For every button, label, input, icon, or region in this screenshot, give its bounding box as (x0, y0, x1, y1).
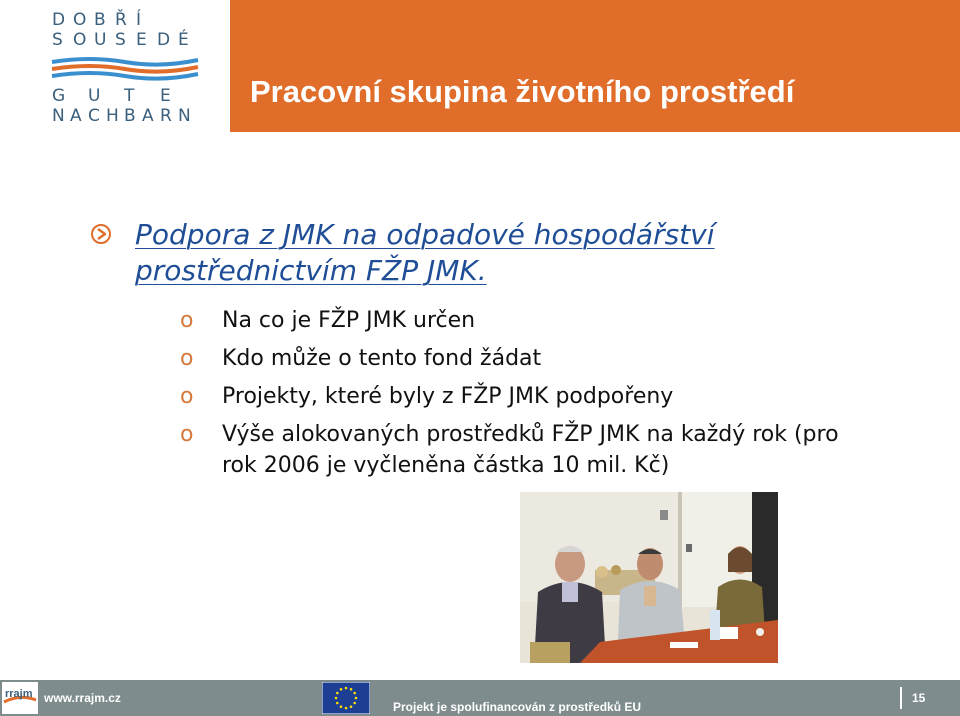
dobri-sousede-logo (50, 8, 200, 126)
logo-letter: G (52, 86, 66, 106)
logo-letter: B (124, 106, 136, 126)
page-number: 15 (912, 691, 926, 705)
logo-letter: R (160, 106, 172, 126)
logo-letter: S (115, 30, 126, 50)
logo-letter: S (52, 30, 63, 50)
circle-bullet-icon: o (180, 308, 194, 333)
logo-letter: H (106, 106, 119, 126)
footer (0, 680, 960, 716)
logo-letter: B (94, 10, 106, 30)
footer-project-text: Projekt je spolufinancován z prostředků EU (393, 700, 642, 714)
logo-letter: O (73, 30, 87, 50)
list-item (180, 419, 880, 481)
main-bullet-link[interactable]: Podpora z JMK na odpadové hospodářství prostřednictvím FŽP JMK. (135, 218, 715, 287)
target-bullet-icon (90, 223, 112, 245)
title-bar (230, 0, 960, 132)
logo-letter: E (136, 30, 147, 50)
slide-title: Pracovní skupina životního prostředí (250, 74, 795, 109)
logo-letter: T (124, 86, 135, 106)
logo-letter: N (52, 106, 65, 126)
logo-letter: N (178, 106, 191, 126)
logo-letter: D (157, 30, 171, 50)
list-item (180, 343, 880, 374)
logo-letter: Í (136, 10, 142, 30)
rrajm-logo-text: rrajm (5, 688, 33, 700)
logo-letter: C (88, 106, 100, 126)
rrajm-logo (2, 682, 38, 714)
sub-bullet-list (180, 305, 880, 488)
eu-flag-icon (322, 682, 370, 714)
logo-row-3 (52, 86, 180, 106)
logo-letter: E (160, 86, 171, 106)
logo-letter: D (52, 10, 66, 30)
circle-bullet-icon: o (180, 384, 194, 409)
footer-url-link[interactable]: www.rrajm.cz (44, 691, 121, 705)
list-item (180, 381, 880, 412)
list-item-text: Projekty, které byly z FŽP JMK podpořeny (222, 384, 674, 409)
meeting-photo (520, 492, 778, 663)
logo-letter: O (73, 10, 87, 30)
list-item-text: Kdo může o tento fond žádat (222, 346, 542, 371)
logo-letter: É (178, 30, 189, 50)
logo-letter: U (88, 86, 101, 106)
circle-bullet-icon: o (180, 422, 194, 447)
logo-letter: A (70, 106, 82, 126)
logo-row-4 (52, 106, 192, 126)
logo-row-2 (52, 30, 199, 50)
list-item (180, 305, 880, 336)
logo-waves-icon (50, 54, 200, 84)
list-item-text: Výše alokovaných prostředků FŽP JMK na každý rok (pro rok 2006 je vyčleněna částka 10 mil. Kč) (222, 422, 839, 478)
logo-letter: A (142, 106, 154, 126)
logo-letter: U (94, 30, 107, 50)
list-item-text: Na co je FŽP JMK určen (222, 308, 476, 333)
footer-divider (900, 687, 902, 709)
logo-row-1 (52, 10, 157, 30)
circle-bullet-icon: o (180, 346, 194, 371)
logo-letter: Ř (115, 10, 127, 30)
